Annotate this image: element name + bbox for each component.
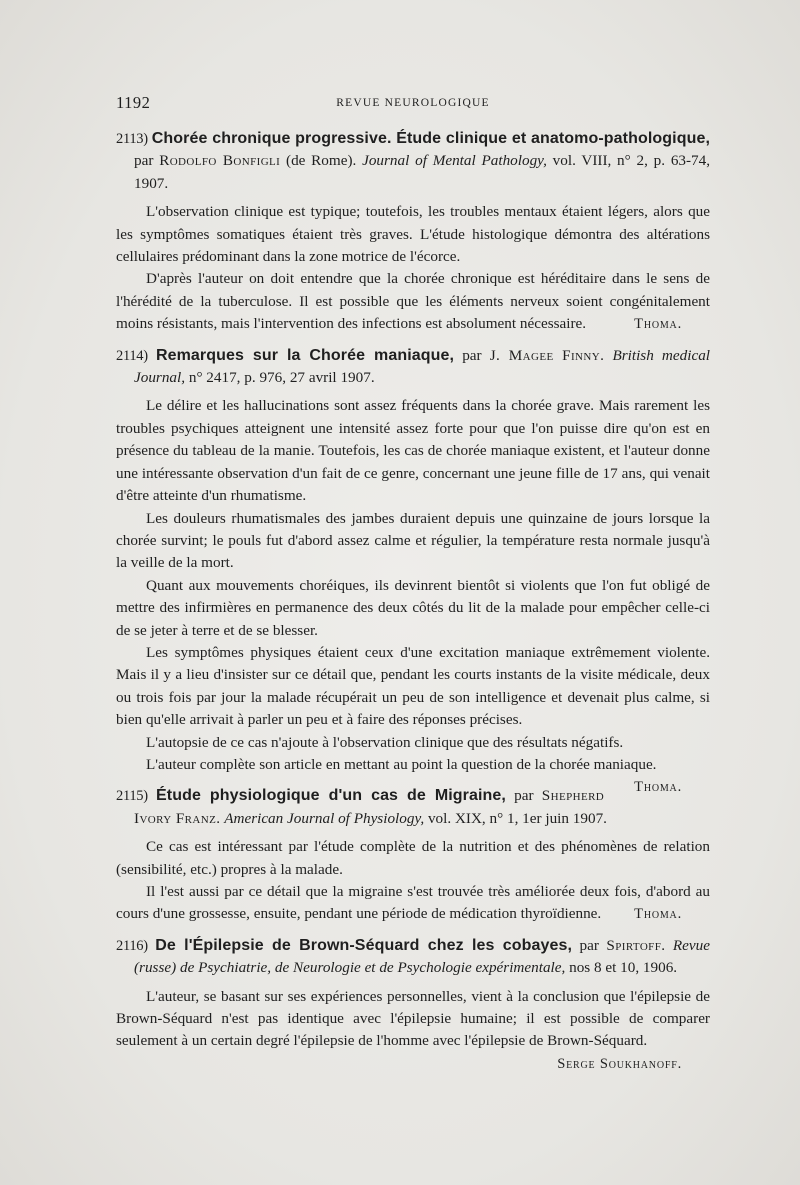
article-title: Chorée chronique progressive. Étude clinique et anatomo-pathologique, (151, 130, 710, 147)
article-title: De l'Épilepsie de Brown-Séquard chez les cobayes, (155, 936, 573, 954)
article-author: Shepherd Ivory Franz. (134, 787, 605, 827)
article-title: Étude physiologique d'un cas de Migraine, (156, 787, 506, 805)
signature: Thoma. (634, 779, 682, 796)
article-title: Remarques sur la Chorée maniaque, (155, 346, 455, 364)
by-word: par (579, 936, 599, 954)
page-content (116, 92, 710, 1075)
paragraph (116, 268, 710, 335)
signature: Thoma. (634, 906, 682, 923)
page-number: 1192 (116, 93, 151, 112)
article-author: Spirtoff. (606, 936, 666, 954)
article-source: American Journal of Physiology, (224, 809, 425, 827)
paragraph: Ce cas est intéressant par l'étude complète de la nutrition et des phénomènes de relation (sensibilité, etc.) propres à la malade. (116, 838, 710, 878)
paragraph: Quant aux mouvements choréiques, ils devinrent bientôt si violents que l'on fut obligé de mettre des infirmières en permanence des deux côtés du lit de la malade pour empêcher celle-ci de se jeter à terre et de se blesser. (116, 576, 710, 639)
article-source-detail: nos 8 et 10, 1906. (569, 959, 678, 977)
article-source-detail: vol. XIX, n° 1, 1er juin 1907. (427, 809, 607, 827)
paragraph: L'observation clinique est typique; toutefois, les troubles mentaux étaient légers, alors que les symptômes somatiques étaient très graves. L'étude histologique démontra des altérations cellulaires prédominant dans la zone motrice de l'écorce. (116, 203, 710, 266)
paragraph (116, 986, 710, 1072)
article-source: Revue (russe) de Psychiatrie, de Neurologie et de Psychologie expérimentale, (134, 936, 710, 977)
by-word: par (134, 152, 154, 170)
article-number: 2116) (116, 937, 148, 954)
paragraph-text: L'auteur complète son article en mettant au point la question de la chorée maniaque. (146, 755, 657, 773)
article-author: Rodolfo Bonfigli (159, 152, 281, 170)
article-source: Journal of Mental Pathology, (362, 152, 547, 170)
paragraph (116, 881, 710, 926)
article-heading (116, 935, 710, 980)
article-2113 (116, 128, 710, 336)
article-number: 2115) (116, 788, 148, 805)
paragraph-text: D'après l'auteur on doit entendre que la chorée chronique est héréditaire dans le sens de l'hérédité de la tuberculose. Il est possible que les éléments nerveux soient congénitalement moins résistants, mais l'intervention des infections est absolument nécessaire. (116, 270, 710, 333)
paragraph: Le délire et les hallucinations sont assez fréquents dans la chorée grave. Mais rarement les troubles psychiques atteignent une intensité assez forte pour que l'on puisse dire qu'on est en présence du tableau de la manie. Toutefois, les cas de chorée maniaque existent, et l'auteur donne une intéressante observation d'un fait de ce genre, concernant une jeune fille de 17 ans, qui venait d'être atteinte d'un rhumatisme. (116, 397, 710, 505)
running-head (116, 92, 710, 116)
paragraph-text: L'auteur, se basant sur ses expériences personnelles, vient à la conclusion que l'épilepsie de Brown-Séquard n'est pas identique avec l'épilepsie humaine; il est possible de comparer seulement à un certain degré l'épilepsie de l'homme avec l'épilepsie de Brown-Séquard. (116, 987, 710, 1050)
article-source-detail: vol. VIII, n° 2, p. 63-74, 1907. (134, 152, 711, 192)
article-source-detail: n° 2417, p. 976, 27 avril 1907. (188, 369, 375, 387)
paragraph: Les douleurs rhumatismales des jambes duraient depuis une quinzaine de jours lorsque la chorée survint; le pouls fut d'abord assez calme et régulier, la température resta normale jusqu'à la veille de la mort. (116, 509, 710, 572)
article-heading (116, 128, 710, 195)
signature: Serge Soukhanoff. (557, 1055, 682, 1072)
by-word: par (514, 787, 534, 805)
article-2115 (116, 785, 710, 925)
by-word: par (462, 346, 482, 364)
paragraph: Les symptômes physiques étaient ceux d'une excitation maniaque extrêmement violente. Mais il y a lieu d'insister sur ce détail que, pendant les courts instants de la visite médicale, deux ou trois fois par jour la malade récupérait un peu de son intelligence et devenait plus calme, si bien qu'elle arrivait à parler un peu et à faire des réponses précises. (116, 643, 710, 729)
signature: Thoma. (634, 316, 682, 333)
article-2116 (116, 935, 710, 1072)
paragraph: L'autopsie de ce cas n'ajoute à l'observation clinique que des résultats négatifs. (146, 733, 624, 751)
paragraph-text: Il l'est aussi par ce détail que la migraine s'est trouvée très améliorée deux fois, d'abord au cours d'une grossesse, ensuite, pendant une période de médication thyroïdienne. (116, 883, 710, 923)
article-number: 2113) (116, 131, 148, 147)
article-source: British medical Journal, (134, 346, 711, 387)
article-heading (116, 345, 710, 390)
journal-name: REVUE NEUROLOGIQUE (336, 97, 490, 109)
article-number: 2114) (116, 347, 148, 364)
article-author: J. Magee Finny. (489, 346, 605, 364)
author-origin: (de Rome). (286, 152, 357, 170)
